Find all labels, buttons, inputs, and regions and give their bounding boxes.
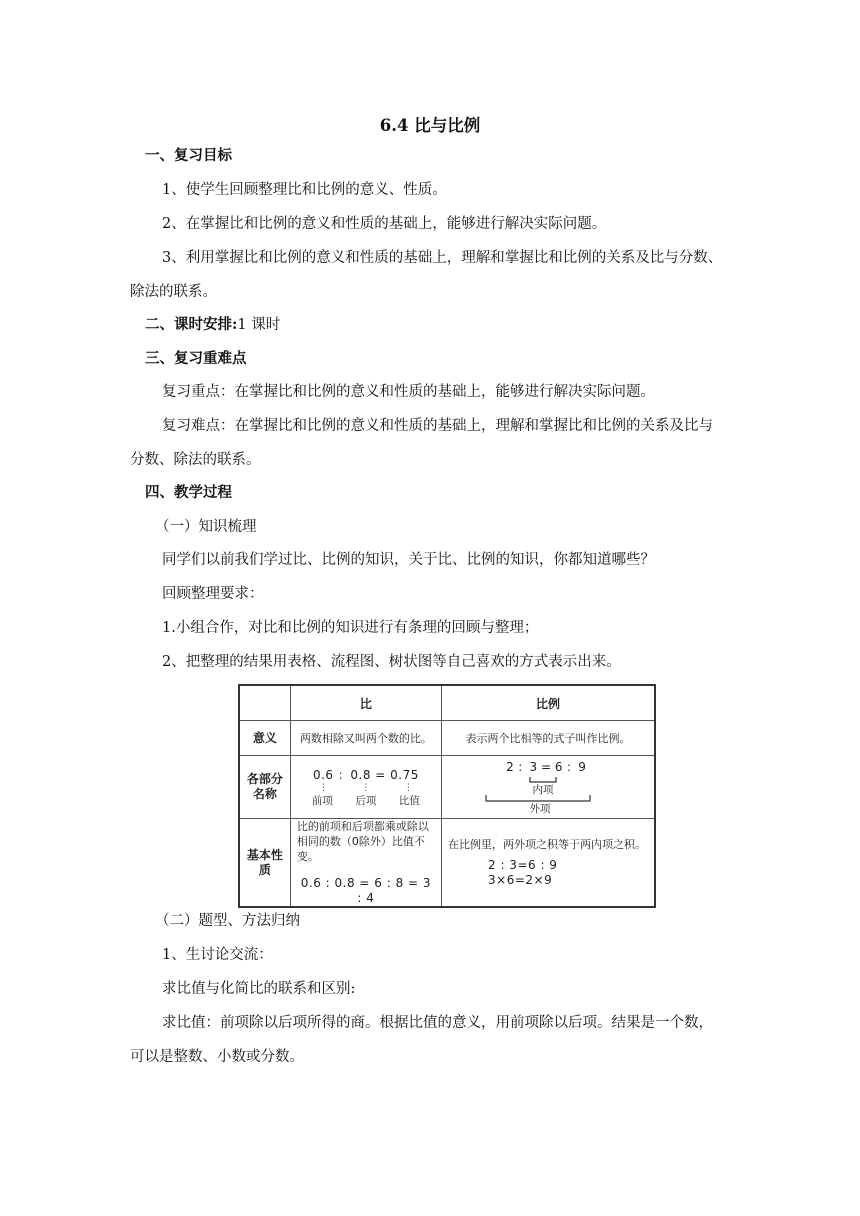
table-header-ratio: 比 [290, 685, 441, 721]
document-title: 6.4 比与比例 [379, 116, 481, 135]
proportion-terms-diagram [448, 757, 648, 815]
dot-marker: ⋮ [403, 783, 413, 793]
cell-proportion-parts [442, 756, 656, 819]
cell-ratio-meaning: 两数相除又叫两个数的比。 [290, 721, 441, 756]
heading-key-points: 三、复习重难点 [145, 350, 247, 367]
cell-ratio-parts [290, 756, 441, 819]
ratio-value-line1: 求比值：前项除以后项所得的商。根据比值的意义，用前项除以后项。结果是一个数， [162, 1015, 713, 1031]
goal-item-3-line2: 除法的联系。 [130, 284, 217, 300]
dot-marker: ⋮ [361, 783, 371, 793]
table-row-properties [239, 819, 655, 908]
table-row-meaning [239, 721, 655, 756]
ratio-property-text: 比的前项和后项都乘或除以相同的数（0除外）比值不变。 [296, 820, 429, 863]
discussion-item: 1、生讨论交流： [162, 947, 273, 963]
row-head-properties: 基本性质 [239, 819, 290, 908]
label-consequent: 后项 [355, 795, 377, 807]
proportion-property-eq2: 3×6=2×9 [488, 873, 553, 887]
table-header-row [239, 685, 655, 721]
requirement-1: 1.小组合作，对比和比例的知识进行有条理的回顾与整理； [162, 620, 539, 636]
label-antecedent: 前项 [311, 795, 333, 807]
ratio-value-line2: 可以是整数、小数或分数。 [130, 1049, 304, 1065]
ratio-property-equation: 0.6 : 0.8 = 6 : 8 = 3 : 4 [300, 876, 432, 905]
class-schedule [145, 315, 280, 335]
ratio-parts-equation: 0.6 ：0.8 = 0.75 [312, 768, 419, 782]
proportion-property-eq1: 2 : 3=6 : 9 [488, 858, 558, 872]
goal-item-2: 2、在掌握比和比例的意义和性质的基础上，能够进行解决实际问题。 [162, 216, 607, 232]
table-corner-cell [239, 685, 290, 721]
dot-marker: ⋮ [318, 783, 328, 793]
paragraph-requirements: 回顾整理要求： [162, 586, 264, 602]
goal-item-3-line1: 3、利用掌握比和比例的意义和性质的基础上，理解和掌握比和比例的关系及比与分数、 [162, 250, 723, 266]
label-ratio-value: 比值 [398, 795, 420, 807]
heading-teaching-process: 四、教学过程 [145, 484, 232, 501]
row-head-meaning: 意义 [239, 721, 290, 756]
difficulty-line1: 复习难点：在掌握比和比例的意义和性质的基础上，理解和掌握比和比例的关系及比与 [162, 418, 713, 434]
heading-review-goals: 一、复习目标 [145, 147, 232, 164]
class-schedule-value: 1 课时 [237, 317, 281, 333]
cell-proportion-meaning: 表示两个比相等的式子叫作比例。 [442, 721, 656, 756]
table-row-parts [239, 756, 655, 819]
inner-terms-label: 内项 [532, 783, 554, 796]
requirement-2: 2、把整理的结果用表格、流程图、树状图等自己喜欢的方式表示出来。 [162, 654, 621, 670]
row-head-parts: 各部分名称 [239, 756, 290, 819]
cell-ratio-property [290, 819, 441, 908]
table-header-proportion: 比例 [442, 685, 656, 721]
proportion-equation: 2 ：3 = 6 ：9 [506, 759, 586, 774]
heading-class-schedule: 二、课时安排: [145, 316, 238, 333]
inner-terms-bracket [530, 777, 556, 782]
key-point-text: 复习重点：在掌握比和比例的意义和性质的基础上，能够进行解决实际问题。 [162, 384, 655, 400]
outer-terms-label: 外项 [529, 802, 551, 815]
proportion-property-text: 在比例里，两外项之积等于两内项之积。 [448, 838, 646, 851]
subheading-knowledge: （一）知识梳理 [155, 519, 257, 535]
paragraph-question: 同学们以前我们学过比、比例的知识，关于比、比例的知识，你都知道哪些？ [162, 552, 655, 568]
ratio-proportion-table [238, 684, 656, 905]
difficulty-line2: 分数、除法的联系。 [130, 452, 261, 468]
goal-item-1: 1、使学生回顾整理比和比例的意义、性质。 [162, 182, 447, 198]
ratio-value-vs-simplify: 求比值与化简比的联系和区别: [162, 981, 356, 997]
ratio-parts-dots [319, 783, 413, 793]
cell-proportion-property [442, 819, 656, 908]
subheading-methods: （二）题型、方法归纳 [155, 913, 300, 929]
ratio-parts-labels [312, 793, 420, 808]
